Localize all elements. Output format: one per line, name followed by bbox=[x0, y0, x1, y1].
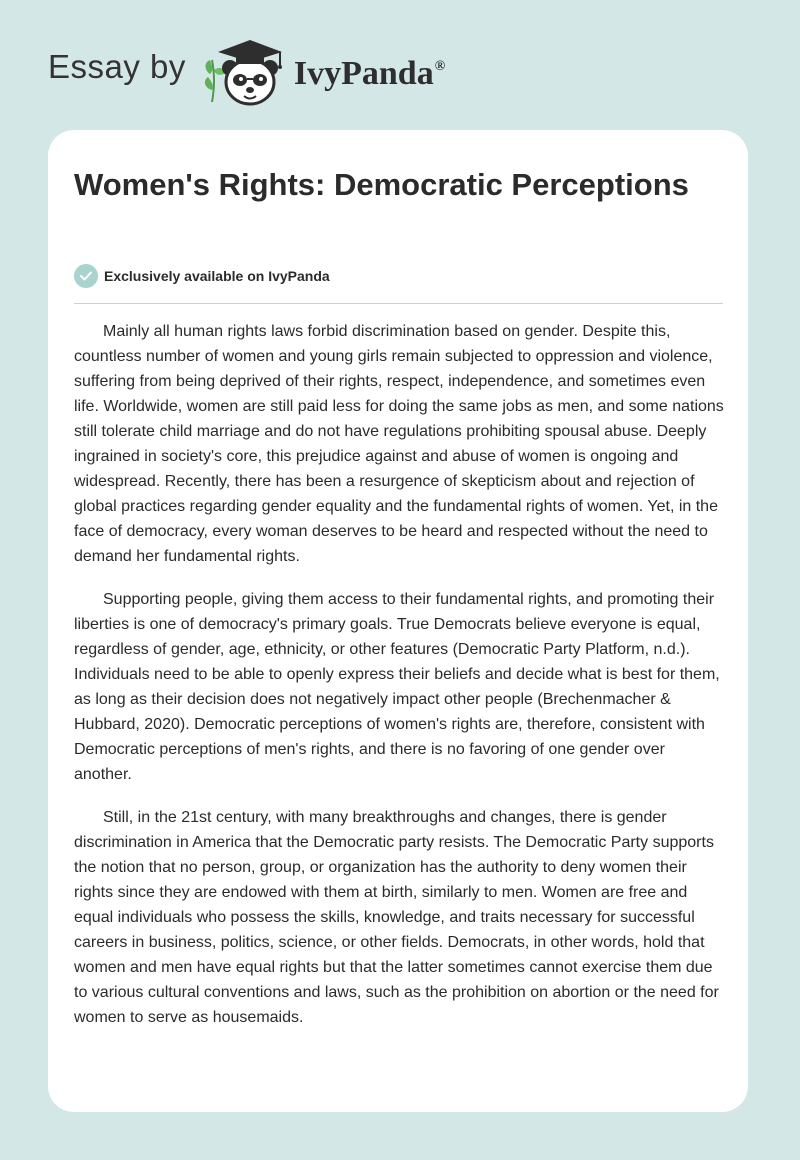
panda-graduate-logo-icon[interactable] bbox=[200, 30, 290, 110]
exclusive-badge-text: Exclusively available on IvyPanda bbox=[104, 268, 330, 284]
site-header bbox=[48, 30, 445, 110]
essay-card bbox=[48, 130, 748, 1112]
essay-body bbox=[74, 319, 724, 1048]
paragraph: Supporting people, giving them access to their fundamental rights, and promoting their liberties is one of democracy's primary goals. True Democrats believe everyone is equal, regardless of gender, age, ethnicity, or other features (Democratic Party Platform, n.d.). Individuals need to be able to openly express their beliefs and decide what is best for them, as long as their decision does not negatively impact other people (Brechenmacher & Hubbard, 2020). Democratic perceptions of women's rights are, therefore, consistent with Democratic perceptions of men's rights, and there is no favoring of one gender over another. bbox=[74, 591, 720, 783]
brand-name[interactable] bbox=[294, 55, 445, 93]
exclusive-badge bbox=[74, 264, 330, 288]
divider bbox=[74, 303, 723, 304]
page-title: Women's Rights: Democratic Perceptions bbox=[74, 167, 689, 202]
paragraph: Mainly all human rights laws forbid discrimination based on gender. Despite this, countless number of women and young girls remain subjected to oppression and violence, suffering from being deprived of their rights, respect, independence, and sometimes even life. Worldwide, women are still paid less for doing the same jobs as men, and some nations still tolerate child marriage and do not have regulations prohibiting spousal abuse. Deeply ingrained in society's core, this prejudice against and abuse of women is ongoing and widespread. Recently, there has been a resurgence of skepticism about and rejection of global practices regarding gender equality and the fundamental rights of women. Yet, in the face of democracy, every woman deserves to be heard and respected without the need to demand her fundamental rights. bbox=[74, 323, 724, 565]
paragraph: Still, in the 21st century, with many breakthroughs and changes, there is gender discrimination in America that the Democratic party resists. The Democratic Party supports the notion that no person, group, or organization has the authority to deny women their rights since they are endowed with them at birth, similarly to men. Women are free and equal individuals who possess the skills, knowledge, and traits necessary for successful careers in business, politics, science, or other fields. Democrats, in other words, hold that women and men have equal rights but that the latter sometimes cannot exercise them due to various cultural conventions and laws, such as the prohibition on abortion or the need for women to serve as housemaids. bbox=[74, 809, 719, 1026]
registered-mark: ® bbox=[434, 59, 446, 74]
essay-by-label: Essay by bbox=[48, 48, 186, 85]
brand-text: IvyPanda bbox=[293, 55, 434, 92]
check-icon bbox=[74, 264, 98, 288]
